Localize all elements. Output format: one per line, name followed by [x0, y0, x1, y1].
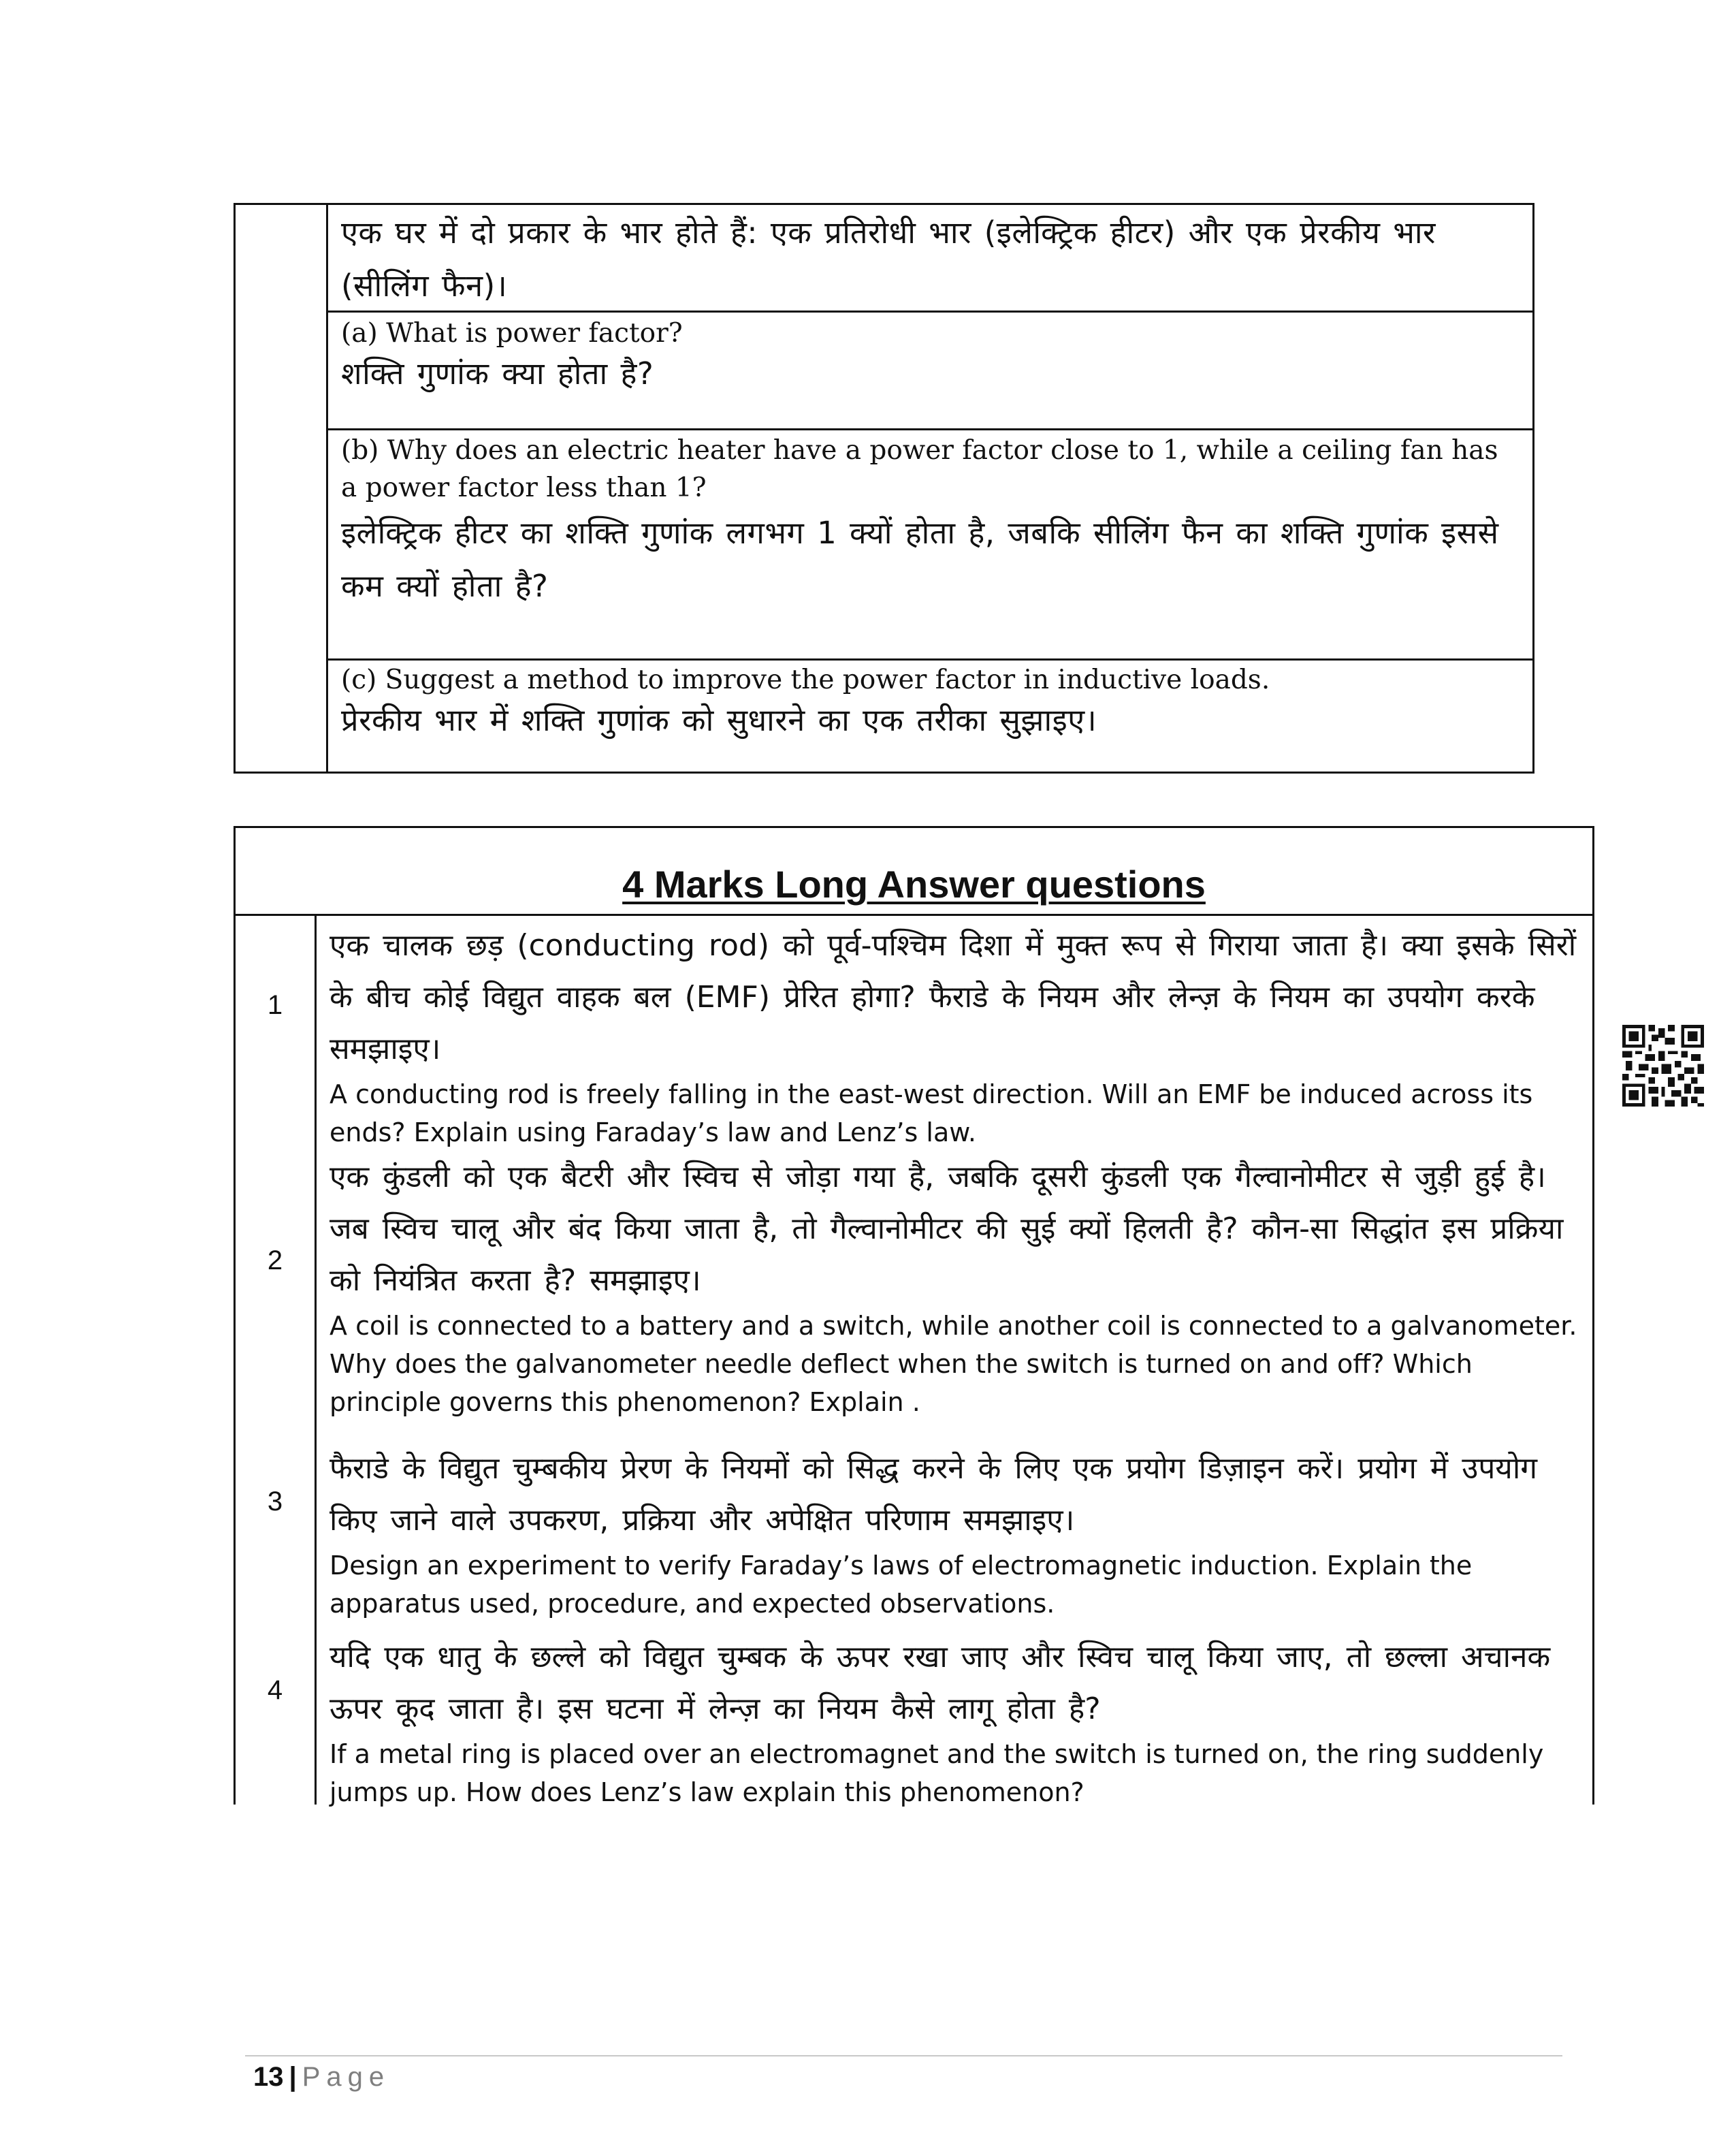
question-3: [329, 1443, 1582, 1623]
part-b-cell: [326, 428, 1532, 658]
question-2: [329, 1151, 1582, 1421]
question-number: 4: [267, 1675, 283, 1705]
question-4: [329, 1632, 1582, 1811]
part-c-english: (c) Suggest a method to improve the power factor in inductive loads.: [341, 665, 1270, 695]
question-2-hindi: एक कुंडली को एक बैटरी और स्विच से जोड़ा गया है, जबकि दूसरी कुंडली एक गैल्वानोमीटर से जुड़ी हुई है। जब स्विच चालू और बंद किया जाता है, तो गैल्वानोमीटर की सुई क्यों हिलती है? कौन-सा सिद्धांत इस प्रक्रिया को नियंत्रित करता है? समझाइए।: [329, 1160, 1564, 1298]
question-number: 3: [267, 1487, 283, 1516]
question-3-english: Design an experiment to verify Faraday’s laws of electromagnetic induction. Explain the apparatus used, procedure, and expected observations.: [329, 1551, 1473, 1619]
question-3-hindi: फैराडे के विद्युत चुम्बकीय प्रेरण के नियमों को सिद्ध करने के लिए एक प्रयोग डिज़ाइन करें। प्रयोग में उपयोग किए जाने वाले उपकरण, प्रक्रिया और अपेक्षित परिणाम समझाइए।: [329, 1451, 1537, 1538]
footer-separator: |: [289, 2062, 297, 2092]
part-a-hindi: शक्ति गुणांक क्या होता है?: [341, 355, 654, 392]
long-answer-table: [234, 826, 1594, 1805]
question-1-hindi: एक चालक छड़ (conducting rod) को पूर्व-पश्चिम दिशा में मुक्त रूप से गिराया जाता है। क्या इसके सिरों के बीच कोई विद्युत वाहक बल (EMF) प्रेरित होगा? फैराडे के नियम और लेन्ज़ के नियम का उपयोग करके समझाइए।: [329, 928, 1577, 1066]
page-number: 13: [253, 2062, 284, 2092]
power-factor-question-table: [234, 203, 1534, 774]
part-c-hindi: प्रेरकीय भार में शक्ति गुणांक को सुधारने का एक तरीका सुझाइए।: [341, 702, 1097, 738]
page-footer: [253, 2058, 390, 2096]
question-intro-hindi: एक घर में दो प्रकार के भार होते हैं: एक प्रतिरोधी भार (इलेक्ट्रिक हीटर) और एक प्रेरकीय भार (सीलिंग फैन)।: [341, 214, 1436, 304]
part-c-cell: [326, 658, 1532, 772]
page-label: Page: [302, 2062, 391, 2092]
question-number-column: [236, 205, 328, 772]
question-1-english: A conducting rod is freely falling in the east-west direction. Will an EMF be induced across its ends? Explain using Faraday’s law and Lenz’s law.: [329, 1079, 1533, 1147]
question-intro-cell: [326, 205, 1532, 311]
section-heading: 4 Marks Long Answer questions: [622, 863, 1206, 906]
question-number: 2: [267, 1245, 283, 1275]
question-2-english: A coil is connected to a battery and a switch, while another coil is connected to a galvanometer. Why does the galvanometer needle deflect when the switch is turned on and off? Which principle governs this phenomenon? Explain .: [329, 1311, 1577, 1417]
part-b-english: (b) Why does an electric heater have a power factor close to 1, while a ceiling fan has a power factor less than 1?: [341, 435, 1498, 503]
part-b-hindi: इलेक्ट्रिक हीटर का शक्ति गुणांक लगभग 1 क्यों होता है, जबकि सीलिंग फैन का शक्ति गुणांक इससे कम क्यों होता है?: [341, 515, 1499, 604]
part-a-english: (a) What is power factor?: [341, 318, 683, 349]
question-4-hindi: यदि एक धातु के छल्ले को विद्युत चुम्बक के ऊपर रखा जाए और स्विच चालू किया जाए, तो छल्ला अचानक ऊपर कूद जाता है। इस घटना में लेन्ज़ का नियम कैसे लागू होता है?: [329, 1640, 1551, 1726]
part-a-cell: [326, 311, 1532, 428]
footer-divider: [245, 2055, 1562, 2056]
question-4-english: If a metal ring is placed over an electromagnet and the switch is turned on, the ring suddenly jumps up. How does Lenz’s law explain this phenomenon?: [329, 1739, 1544, 1807]
question-1: [329, 920, 1582, 1151]
question-number-column: [236, 916, 317, 1805]
qr-code-icon: [1622, 1025, 1704, 1107]
table-header: [236, 828, 1592, 916]
question-number: 1: [267, 990, 283, 1020]
